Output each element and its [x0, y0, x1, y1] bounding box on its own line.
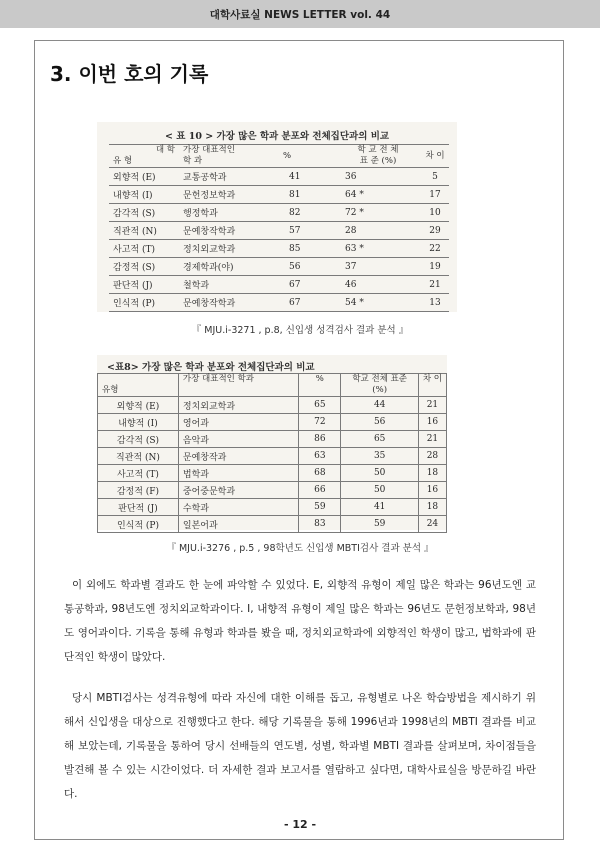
table1	[109, 144, 449, 312]
newsletter-title: 대학사료실 NEWS LETTER vol. 44	[209, 8, 391, 21]
table-row: 외향적 (E) 교통공학과 41 36 5	[109, 168, 449, 186]
table-row: 감정적 (F) 중어중문학과 66 50 16	[98, 482, 447, 499]
table1-corner-header: 대 학 유 형	[109, 145, 179, 168]
table2-corner-header: 유형	[98, 374, 179, 397]
body-paragraph-1: 이 외에도 학과별 결과도 한 눈에 파악할 수 있었다. E, 외향적 유형이 제일 많은 학과는 96년도엔 교통공학과, 98년도엔 정치외교학과이다. I, 내향적 유형이 제일 많은 학과는 96년도 문헌정보학과, 98년도 영어과이다. 기록을 통해 유형과 학과를 봤을 때, 정치외교학과에 외향적인 학생이 많고, 법학과에 판단적인 학생이 많았다.	[64, 579, 536, 663]
table2-source-caption: 『 MJU.i-3276 , p.5 , 98학년도 신입생 MBTI검사 결과 분석 』	[166, 543, 434, 554]
table1-diff-header: 차 이	[421, 145, 449, 168]
table-row: 감정적 (S) 경제학과(야) 56 37 19	[109, 258, 449, 276]
table-row: 외향적 (E) 정치외교학과 65 44 21	[98, 397, 447, 414]
table2-caption: <표8> 가장 많은 학과 분포와 전체집단과의 비교	[107, 362, 315, 373]
table-row: 직관적 (N) 문예창작학과 57 28 29	[109, 222, 449, 240]
table-row: 감각적 (S) 행정학과 82 72 * 10	[109, 204, 449, 222]
table1-header-row	[109, 145, 449, 168]
table-row: 사고적 (T) 법학과 68 50 18	[98, 465, 447, 482]
table1-pct-header: %	[279, 145, 335, 168]
table-row: 직관적 (N) 문예창작과 63 35 28	[98, 448, 447, 465]
table2-major-header: 가장 대표적인 학과	[178, 374, 298, 397]
table-row: 내향적 (I) 영어과 72 56 16	[98, 414, 447, 431]
table2-overall-header: 학교 전체 표준 (%)	[341, 374, 418, 397]
newsletter-header	[0, 0, 600, 28]
scanned-table-1	[97, 122, 457, 312]
table-row: 인식적 (P) 문예창작학과 67 54 * 13	[109, 294, 449, 312]
table-row: 사고적 (T) 정치외교학과 85 63 * 22	[109, 240, 449, 258]
table-row: 감각적 (S) 음악과 86 65 21	[98, 431, 447, 448]
table1-source-caption: 『 MJU.i-3271 , p.8, 신입생 성격검사 결과 분석 』	[191, 325, 409, 336]
table-row: 판단적 (J) 철학과 67 46 21	[109, 276, 449, 294]
table2-diff-header: 차 이	[418, 374, 446, 397]
table2-pct-header: %	[299, 374, 341, 397]
section-title: 3. 이번 호의 기록	[50, 62, 209, 86]
table-row: 인식적 (P) 일본어과 83 59 24	[98, 516, 447, 533]
scanned-table-2	[97, 355, 447, 530]
table-row: 판단적 (J) 수학과 59 41 18	[98, 499, 447, 516]
table-row: 내향적 (I) 문헌정보학과 81 64 * 17	[109, 186, 449, 204]
table1-overall-header: 학 교 전 체 표 준 (%)	[335, 145, 421, 168]
table1-major-header: 가장 대표적인 학 과	[179, 145, 279, 168]
table1-caption: < 표 10 > 가장 많은 학과 분포와 전체집단과의 비교	[164, 131, 390, 142]
body-paragraph-2: 당시 MBTI검사는 성격유형에 따라 자신에 대한 이해를 돕고, 유형별로 나온 학습방법을 제시하기 위해서 신입생을 대상으로 진행했다고 한다. 해당 기록물을 통해 1996년과 1998년의 MBTI 결과를 비교해 보았는데, 기록물을 통하여 당시 선배들의 연도별, 성별, 학과별 MBTI 결과를 살펴보며, 차이점들을 발견해 볼 수 있는 시간이었다. 더 자세한 결과 보고서를 열람하고 싶다면, 대학사료실을 방문하길 바란다.	[64, 692, 536, 800]
table2	[97, 373, 447, 533]
table2-header-row	[98, 374, 447, 397]
page-number: - 12 -	[283, 818, 317, 831]
